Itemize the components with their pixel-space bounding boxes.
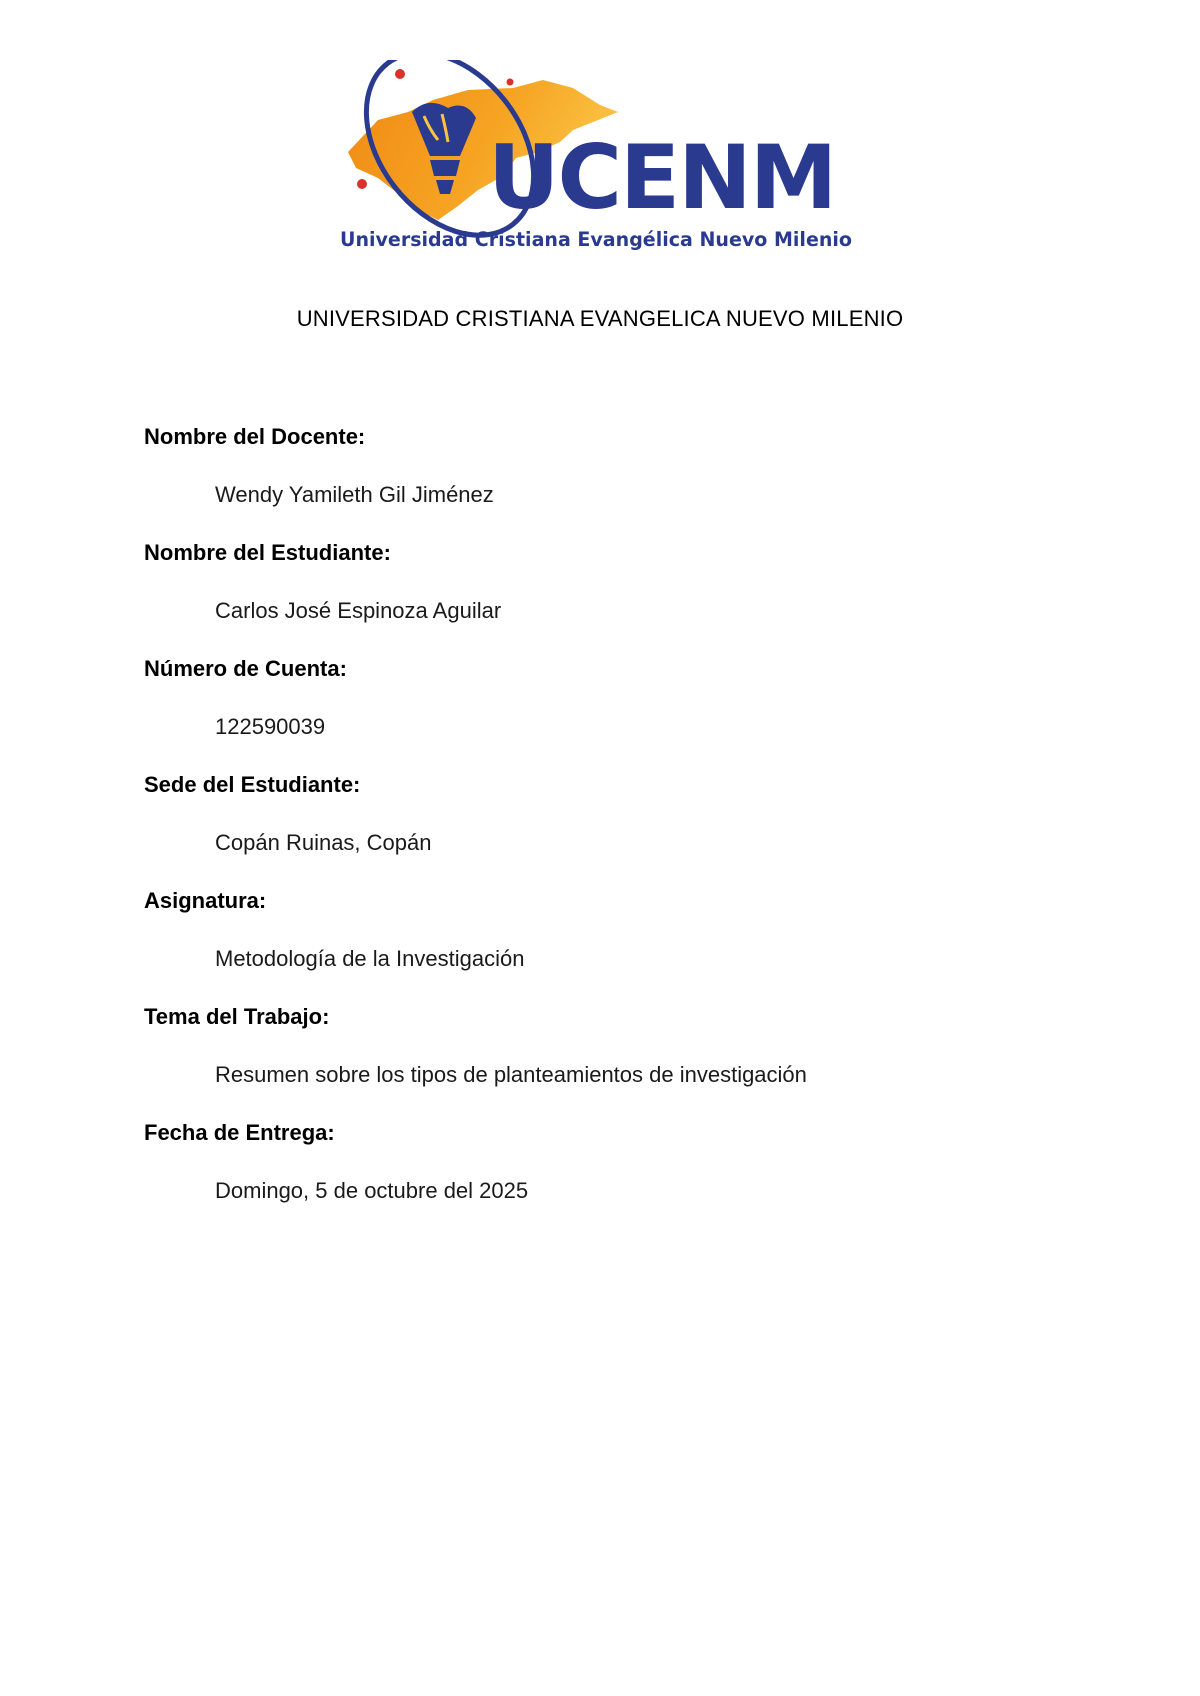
field-label: Fecha de Entrega: [144, 1120, 335, 1145]
field-sede [144, 768, 1124, 884]
field-label: Nombre del Docente: [144, 424, 366, 449]
field-estudiante [144, 536, 1124, 652]
field-fecha [144, 1116, 1124, 1232]
field-label: Sede del Estudiante: [144, 772, 361, 797]
field-label: Número de Cuenta: [144, 656, 347, 681]
field-docente [144, 420, 1124, 536]
field-tema [144, 1000, 1124, 1116]
field-value: Resumen sobre los tipos de planteamientos de investigación [215, 1062, 807, 1087]
university-logo [338, 60, 878, 280]
field-value: Copán Ruinas, Copán [215, 830, 432, 855]
field-label: Tema del Trabajo: [144, 1004, 330, 1029]
field-value: Metodología de la Investigación [215, 946, 525, 971]
ucenm-logo-icon [338, 60, 878, 280]
logo-acronym: UCENM [488, 126, 836, 229]
field-label: Asignatura: [144, 888, 267, 913]
field-value: Wendy Yamileth Gil Jiménez [215, 482, 494, 507]
institution-title: UNIVERSIDAD CRISTIANA EVANGELICA NUEVO MILENIO [296, 306, 904, 331]
cover-fields [144, 420, 1124, 1232]
logo-full-name: Universidad Cristiana Evangélica Nuevo Milenio [340, 228, 852, 251]
field-asignatura [144, 884, 1124, 1000]
field-cuenta [144, 652, 1124, 768]
field-value: Domingo, 5 de octubre del 2025 [215, 1178, 529, 1203]
field-value: Carlos José Espinoza Aguilar [215, 598, 502, 623]
field-value: 122590039 [215, 714, 326, 739]
field-label: Nombre del Estudiante: [144, 540, 391, 565]
